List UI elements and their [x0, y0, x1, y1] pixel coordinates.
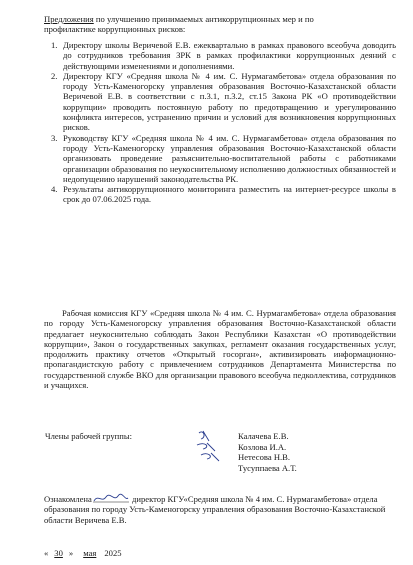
date-day: 30 — [54, 548, 63, 558]
list-item-text: Директору КГУ «Средняя школа № 4 им. С. Нурмагамбетова» отдела образования по городу Усть-Каменогорску управления образования Восточно-Казахстанской области Веричевой Е.В. в соответствии с п.3.1, п.3.2, ст.15 Закона РК «О противодействии коррупции» проводить постоянную работу по предотвращению и урегулированию конфликта интересов, устранению причин и условий для возникновения коррупционных рисков. — [63, 70, 396, 133]
intro-line2: профилактике коррупционных рисков: — [44, 24, 186, 35]
member-signatures — [193, 427, 237, 469]
commission-paragraph: Рабочая комиссия КГУ «Средняя школа № 4 им. С. Нурмагамбетова» отдела образования по городу Усть-Каменогорску управления образования Восточно-Казахстанской области предлагает неукоснительно соблюдать Закон Республики Казахстан «О противодействии коррупции», Закон о государственных закупках, регламент оказания государственных услуг, продолжить практику отчетов «Открытый госорган», активизировать информационно-пропагандистскую работу с привлечением сотрудников Департамента Министерства по государственной службе ВКО для организации правового всеобуча педколлектива, сотрудников и учащихся. — [44, 308, 396, 391]
list-item-text: Результаты антикоррупционного мониторинга разместить на интернет-ресурсе школы в срок до 07.06.2025 года. — [63, 184, 396, 205]
list-item — [37, 133, 396, 184]
intro-underlined-word: Предложения — [44, 14, 94, 24]
list-item-number: 2. — [51, 70, 58, 81]
date-month: мая — [83, 548, 97, 558]
member-name: Козлова И.А. — [238, 441, 287, 452]
list-item-text: Руководству КГУ «Средняя школа № 4 им. С. Нурмагамбетова» отдела образования по городу Усть-Каменогорску управления образования Восточно-Казахстанской области организовать проведение разъяснительно-воспитательной работы с работниками организации образования по неукоснительному исполнению должностных обязанностей и недопущению нарушений законодательства РК. — [63, 132, 396, 184]
date-year: 2025 — [104, 548, 122, 558]
working-group-members — [45, 431, 385, 477]
date-open-quote: « — [44, 548, 49, 558]
member-name: Нетесова Н.В. — [238, 452, 291, 463]
date-close-quote: » — [68, 548, 74, 558]
members-label: Члены рабочей группы: — [45, 431, 133, 441]
intro-heading — [44, 14, 396, 35]
list-item-text: Директору школы Веричевой Е.В. ежеквартально в рамках правового всеобуча доводить до сотрудников требования ЗРК в рамках профилактики коррупционных деяний с действующими изменениями и дополнениями. — [63, 40, 396, 71]
acknowledgement-text: директор КГУ«Средняя школа № 4 им. С. Нурмагамбетова» отдела образования по городу Усть-Каменогорску управления образования Восточно-Казахстанской области Веричева Е.В. — [44, 494, 386, 525]
intro-rest: по улучшению принимаемых антикоррупционных мер и по — [93, 14, 314, 24]
member-name: Тусуппаева А.Т. — [238, 462, 297, 473]
list-item-number: 3. — [51, 132, 58, 143]
member-name: Калачева Е.В. — [238, 431, 289, 441]
acknowledgement-prefix: Ознакомлена — [44, 494, 92, 504]
list-item — [37, 71, 396, 133]
director-signature — [92, 493, 130, 504]
list-item — [37, 184, 396, 205]
document-date — [44, 548, 122, 558]
members-names — [238, 431, 297, 473]
list-item — [37, 40, 396, 71]
list-item-number: 4. — [51, 184, 58, 195]
list-item-number: 1. — [51, 40, 58, 50]
recommendations-list — [37, 40, 396, 205]
acknowledgement — [44, 493, 396, 525]
